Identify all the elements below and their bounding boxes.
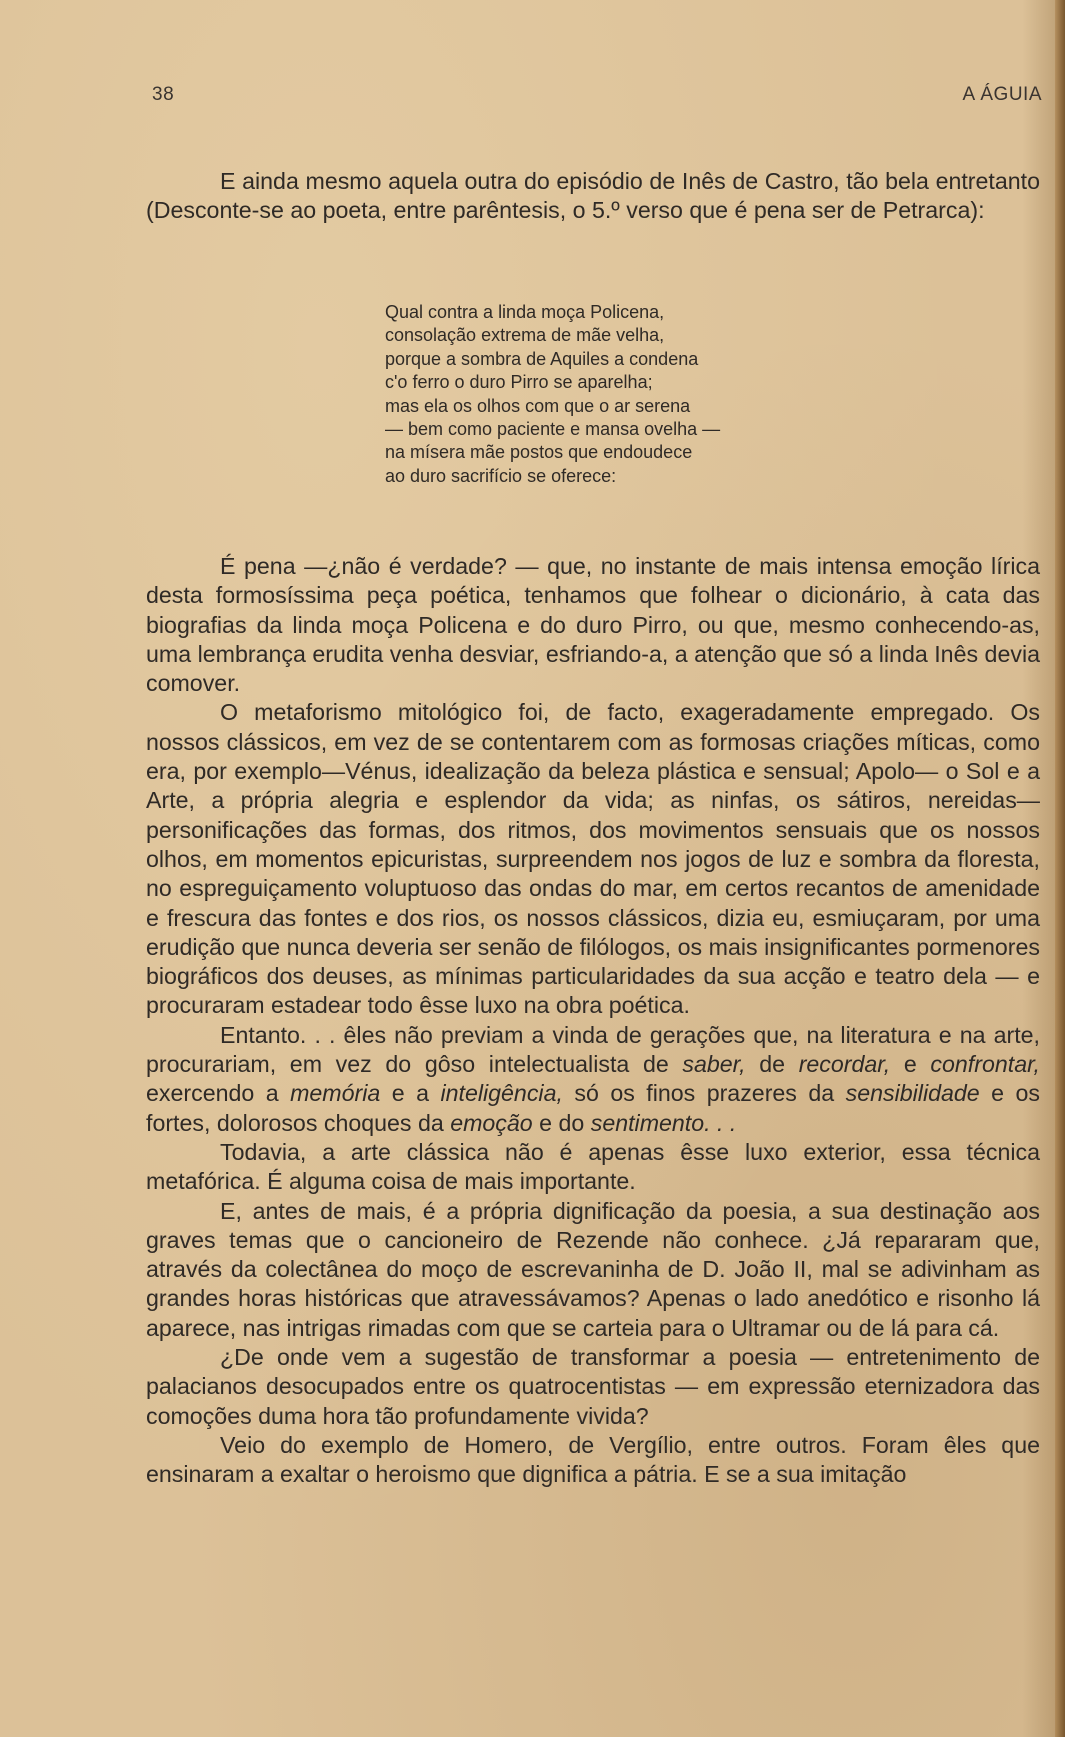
paragraph-4: Todavia, a arte clássica não é apenas êsse luxo exterior, essa técnica metafórica. É alguma coisa de mais importante. [146,1138,1040,1195]
italic-memoria: memória [290,1080,381,1107]
text-run: de [745,1051,799,1078]
text-run: e os fortes, dolorosos choques da [146,1080,1040,1136]
main-text [146,552,1040,1490]
running-head [152,84,1042,108]
paragraph-3 [146,1021,1040,1138]
text-run: exercendo a [146,1080,291,1107]
paragraph-6: ¿De onde vem a sugestão de transformar a poesia — entretenimento de palacianos desocupados entre os quatrocentistas — em expressão eternizadora das comoções duma hora tão profundamente vivida? [146,1344,1040,1429]
italic-saber: saber, [682,1051,746,1078]
paragraph-7: Veio do exemplo de Homero, de Vergílio, entre outros. Foram êles que ensinaram a exaltar o heroismo que dignifica a pátria. E se a sua imitação [146,1431,1040,1488]
poem-line: na mísera mãe postos que endoudece [385,442,693,463]
poem-line: porque a sombra de Aquiles a condena [385,348,699,369]
poem-line: c'o ferro o duro Pirro se aparelha; [385,372,653,393]
text-run: e a [380,1080,441,1107]
poem-line: Qual contra a linda moça Policena, [385,302,665,322]
italic-inteligencia: inteligência, [440,1080,563,1107]
page-edge [1055,0,1065,1737]
paragraph-intro: E ainda mesmo aquela outra do episódio de Inês de Castro, tão bela entretanto (Desconte-se ao poeta, entre parêntesis, o 5.º verso que é pena ser de Petrarca): [146,168,1040,224]
journal-title: A ÁGUIA [962,84,1042,105]
italic-sentimento: sentimento. . . [590,1109,737,1136]
text-run: e do [532,1109,591,1136]
intro-text [146,167,1040,226]
page-number: 38 [152,84,175,105]
text-run: só os finos prazeres da [562,1080,846,1107]
paragraph-1: É pena —¿não é verdade? — que, no instante de mais intensa emoção lírica desta formosíssima peça poética, tenhamos que folhear o dicionário, à cata das biografias da linda moça Policena e do duro Pirro, ou que, mesmo conhecendo-as, uma lembrança erudita venha desviar, esfriando-a, a atenção que só a linda Inês devia comover. [146,553,1040,697]
italic-recordar: recordar, [798,1051,891,1078]
italic-confrontar: confrontar, [930,1051,1040,1078]
poem-line: consolação extrema de mãe velha, [385,325,665,346]
poem-line: — bem como paciente e mansa ovelha — [385,419,721,440]
poem-line: ao duro sacrifício se oferece: [385,465,617,486]
paragraph-5: E, antes de mais, é a própria dignificação da poesia, a sua destinação aos graves temas que o cancioneiro de Rezende não conhece. ¿Já repararam que, através da colectânea do moço de escrevaninha de D. João II, mal se adivinham as grandes horas históricas que atravessávamos? Apenas o lado anedótico e risonho lá aparece, nas intrigas rimadas com que se carteia para o Ultramar ou de lá para cá. [146,1197,1040,1341]
italic-sensibilidade: sensibilidade [845,1080,980,1107]
text-run: Entanto. . . êles não previam a vinda de gerações que, na literatura e na arte, procurariam, em vez do gôso intelectualista de [146,1021,1040,1078]
paragraph-2: O metaforismo mitológico foi, de facto, exageradamente empregado. Os nossos clássicos, em vez de se contentarem com as formosas criações míticas, como era, por exemplo—Vénus, idealização da beleza plástica e sensual; Apolo— o Sol e a Arte, a própria alegria e esplendor da vida; as ninfas, os sátiros, nereidas—personificações das formas, dos ritmos, dos movimentos sensuais que os nossos olhos, em momentos epicuristas, surpreendem nos jogos de luz e sombra da floresta, no espreguiçamento voluptuoso das ondas do mar, em certos recantos de amenidade e frescura das fontes e dos rios, os nossos clássicos, dizia eu, esmiuçaram, por uma erudição que nunca deveria ser senão de filólogos, os mais insignificantes pormenores biográficos dos deuses, as mínimas particularidades da sua acção e teatro dela — e procuraram estadear todo êsse luxo na obra poética. [146,699,1040,1019]
text-run: e [890,1051,931,1078]
italic-emocao: emoção [450,1109,533,1136]
poem-quote [385,301,805,488]
poem-line: mas ela os olhos com que o ar serena [385,395,691,416]
